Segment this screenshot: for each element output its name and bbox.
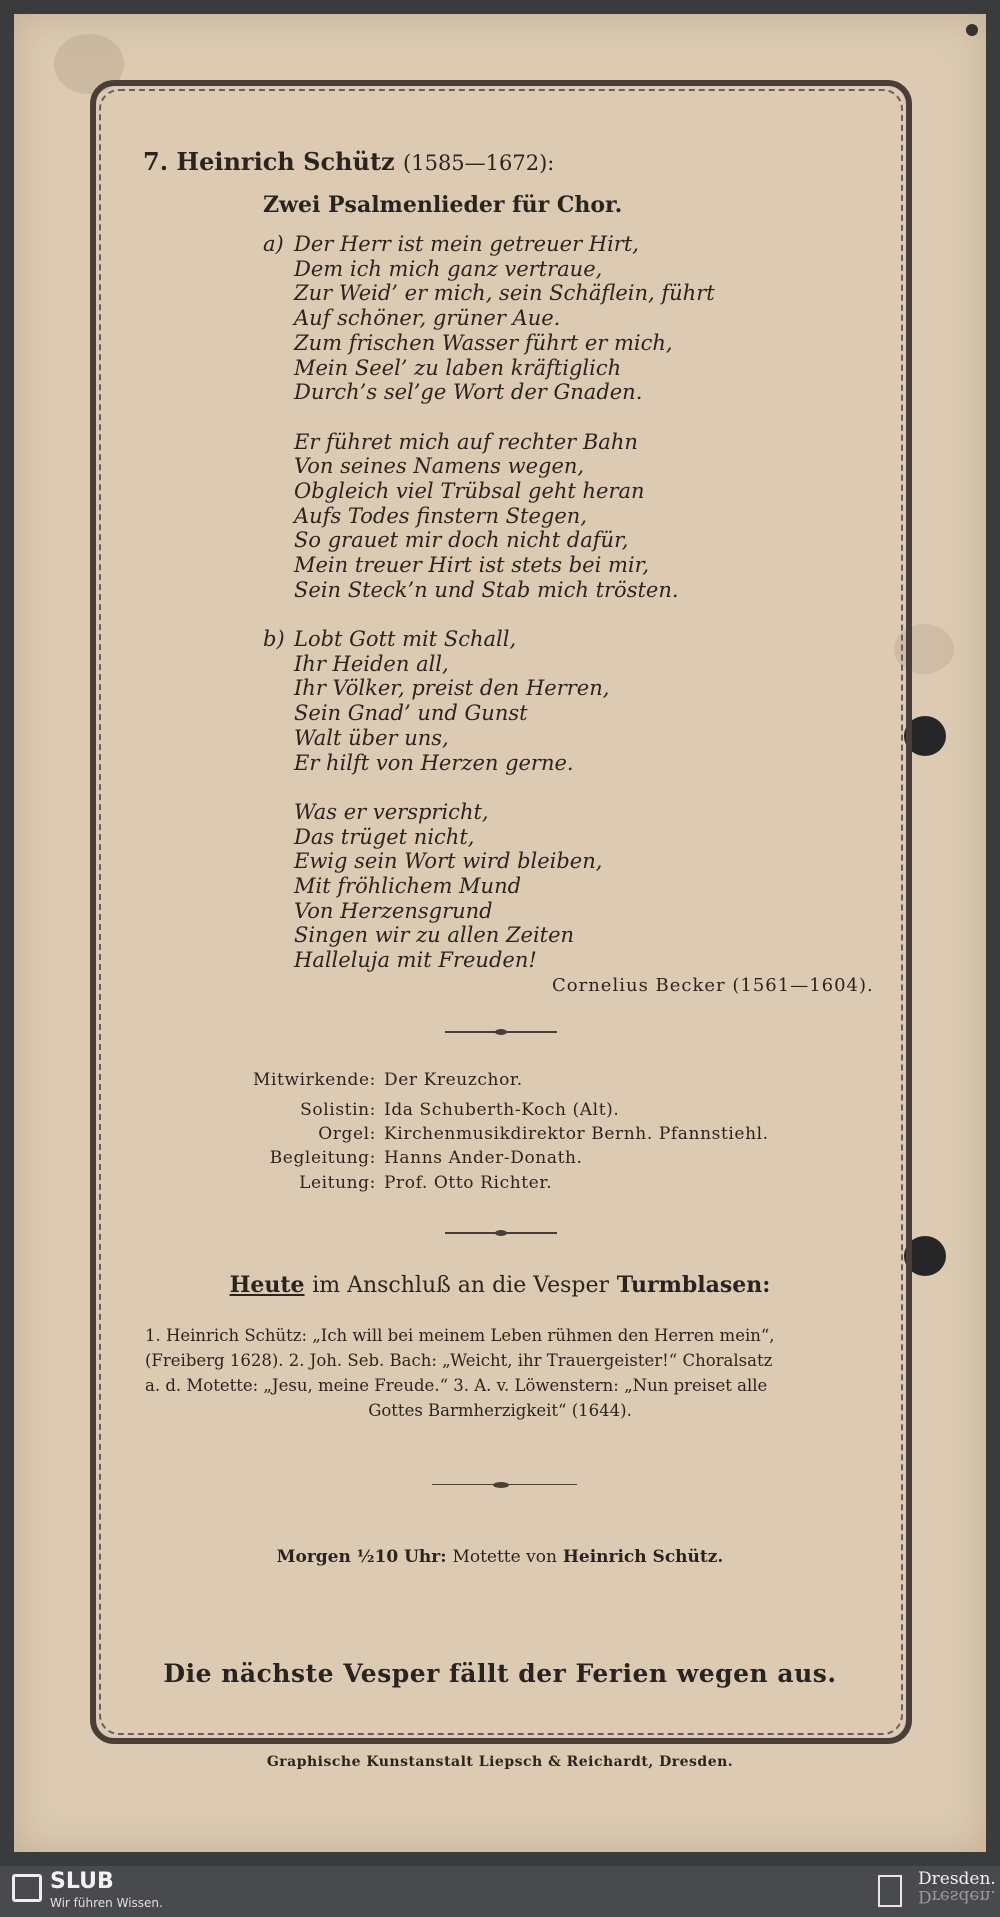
poem-line: Von Herzensgrund [294, 898, 493, 923]
ornament-dot [495, 1230, 507, 1236]
tomorrow-composer: Heinrich Schütz. [562, 1547, 724, 1567]
composer-dates: (1585—1672): [403, 151, 555, 175]
poem-line: Mein treuer Hirt ist stets bei mir, [294, 553, 650, 578]
performer-name: Der Kreuzchor. [384, 1070, 523, 1090]
printer-imprint: Graphische Kunstanstalt Liepsch & Reichardt, Dresden. [266, 1754, 734, 1770]
poem-line: Zur Weid’ er mich, sein Schäflein, führt [294, 281, 715, 306]
turm-line: Gottes Barmherzigkeit“ (1644). [368, 1401, 632, 1420]
performer-role: Begleitung: [269, 1148, 376, 1168]
turm-title-mid: im Anschluß an die Vesper [312, 1273, 610, 1298]
poem-line: Der Herr ist mein getreuer Hirt, [294, 232, 639, 256]
poem-a-label: a) [263, 232, 284, 256]
performer-name: Kirchenmusikdirektor Bernh. Pfannstiehl. [384, 1124, 769, 1144]
poem-line: Aufs Todes finstern Stegen, [294, 503, 587, 528]
slub-tagline: Wir führen Wissen. [50, 1896, 163, 1910]
tomorrow-text: Motette von [452, 1547, 557, 1567]
next-vesper-notice: Die nächste Vesper fällt der Ferien wegen aus. [163, 1659, 837, 1688]
tomorrow-lead: Morgen [276, 1547, 351, 1567]
ornament-dot [495, 1029, 507, 1035]
tomorrow-line [0, 1547, 1000, 1567]
composer-name: Heinrich Schütz [176, 147, 395, 176]
poem-line: Lobt Gott mit Schall, [294, 627, 517, 651]
poem-line: Ihr Heiden all, [294, 651, 449, 676]
poem-line: So grauet mir doch nicht dafür, [294, 528, 629, 553]
poem-line: Ewig sein Wort wird bleiben, [294, 849, 603, 874]
poem-credit: Cornelius Becker (1561—1604). [552, 975, 874, 996]
ornament-dot [493, 1482, 509, 1488]
performer-role: Solistin: [300, 1100, 376, 1120]
poem-line: Sein Gnad’ und Gunst [294, 701, 528, 726]
poem-line: Dem ich mich ganz vertraue, [294, 256, 603, 281]
poem-line: Von seines Namens wegen, [294, 454, 585, 479]
stanza-gap [294, 775, 609, 800]
slub-logo-icon[interactable] [12, 1874, 42, 1902]
poem-line: Ihr Völker, preist den Herren, [294, 676, 610, 701]
poem-b [294, 627, 609, 973]
poem-b-label: b) [263, 627, 285, 651]
stanza-gap [294, 405, 715, 430]
poem-line: Mein Seel’ zu laben kräftiglich [294, 355, 622, 380]
pin-mark [966, 24, 978, 36]
poem-line: Obgleich viel Trübsal geht heran [294, 479, 645, 504]
turm-line: (Freiberg 1628). 2. Joh. Seb. Bach: „Weicht, ihr Trauergeister!“ Choralsatz [145, 1351, 773, 1370]
poem-line: Er hilft von Herzen gerne. [294, 750, 574, 775]
performer-name: Prof. Otto Richter. [384, 1173, 553, 1193]
performer-role: Mitwirkende: [253, 1070, 376, 1090]
performer-role: Orgel: [318, 1124, 376, 1144]
poem-line: Auf schöner, grüner Aue. [294, 306, 561, 331]
program-subtitle: Zwei Psalmenlieder für Chor. [263, 192, 623, 218]
poem-line: Das trüget nicht, [294, 824, 475, 849]
turm-title-end: Turmblasen: [616, 1272, 771, 1298]
turm-title-lead: Heute [229, 1272, 305, 1298]
tomorrow-time: ½10 Uhr: [356, 1547, 447, 1567]
slub-brand[interactable]: SLUB [50, 1869, 114, 1894]
dresden-brand[interactable]: Dresden. [918, 1869, 996, 1889]
poem-line: Singen wir zu allen Zeiten [294, 923, 575, 948]
dresden-brand-mirror: Dresden. [918, 1886, 996, 1906]
poem-line: Mit fröhlichem Mund [294, 874, 522, 899]
turm-line: 1. Heinrich Schütz: „Ich will bei meinem Leben rühmen den Herren mein“, [145, 1326, 775, 1345]
dresden-crest-icon[interactable] [878, 1875, 902, 1907]
poem-line: Durch’s sel’ge Wort der Gnaden. [294, 380, 643, 405]
poem-line: Er führet mich auf rechter Bahn [294, 429, 638, 454]
program-heading [143, 147, 554, 176]
viewer-footer [0, 1866, 1000, 1917]
poem-line: Walt über uns, [294, 725, 449, 750]
poem-line: Was er verspricht, [294, 799, 489, 824]
performer-role: Leitung: [299, 1173, 376, 1193]
poem-a [294, 232, 715, 603]
turmblasen-title [0, 1272, 1000, 1298]
poem-line: Zum frischen Wasser führt er mich, [294, 330, 673, 355]
performer-name: Ida Schuberth-Koch (Alt). [384, 1100, 620, 1120]
performer-name: Hanns Ander-Donath. [384, 1148, 583, 1168]
turm-line: a. d. Motette: „Jesu, meine Freude.“ 3. A. v. Löwenstern: „Nun preiset alle [145, 1376, 768, 1395]
poem-line: Halleluja mit Freuden! [294, 948, 537, 973]
item-number: 7. [143, 147, 169, 176]
poem-line: Sein Steck’n und Stab mich trösten. [294, 577, 679, 602]
